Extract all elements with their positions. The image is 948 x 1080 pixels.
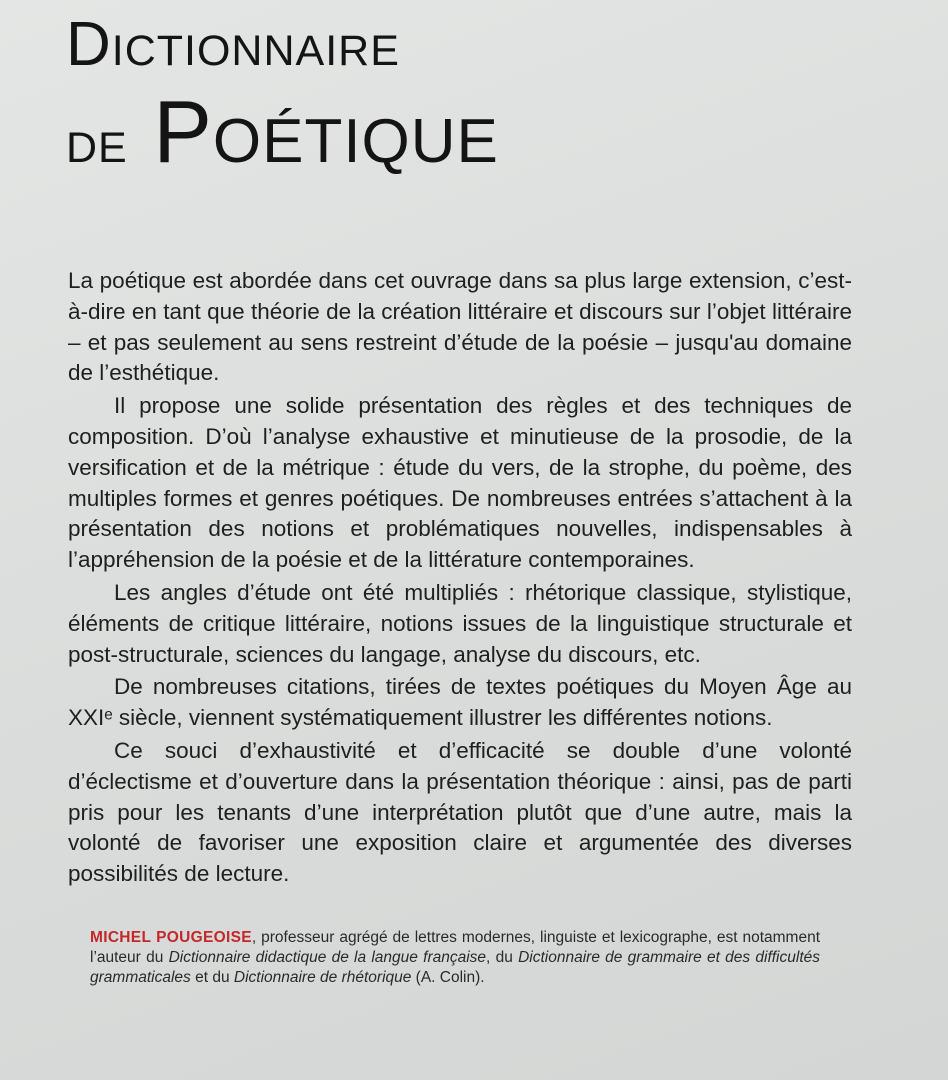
blurb-paragraph-1: La poétique est abordée dans cet ouvrage dans sa plus large extension, c’est-à-dire en tant que théorie de la création littéraire et discours sur l’objet littéraire – et pas seulement au sens restreint d’étude de la poésie – jusqu'au domaine de l’esthétique. [68, 268, 852, 386]
book-title [66, 10, 499, 181]
author-name: MICHEL POUGEOISE [90, 929, 252, 946]
title-line-poetique [66, 82, 499, 181]
blurb-paragraph-3: Les angles d’étude ont été multipliés : rhétorique classique, stylistique, éléments de critique littéraire, notions issues de la linguistique structurale et post-structurale, sciences du langage, analyse du discours, etc. [68, 579, 852, 667]
author-bio-text-2: , du [486, 949, 519, 966]
author-bio-text-1: , professeur agrégé de lettres modernes, linguiste et lexicographe, est notamment l’auteur du [90, 929, 820, 966]
author-book-3: Dictionnaire de rhétorique [233, 969, 412, 986]
title-prefix-de: de [66, 107, 128, 176]
blurb-text [68, 266, 852, 890]
author-bio-text-3: et du [190, 969, 234, 986]
author-book-2: Dictionnaire de grammaire et des difficultés grammaticales [90, 949, 820, 986]
title-word-poetique: Poétique [153, 82, 499, 181]
title-line-dictionnaire: Dictionnaire [66, 10, 400, 79]
author-bio [90, 928, 820, 988]
author-bio-text-4: (A. Colin). [411, 969, 485, 986]
blurb-paragraph-2: Il propose une solide présentation des règles et des techniques de composition. D’où l’analyse exhaustive et minutieuse de la prosodie, de la versification et de la métrique : étude du vers, de la strophe, du poème, des multiples formes et genres poétiques. De nombreuses entrées s’attachent à la présentation des notions et problématiques nouvelles, indispensables à l’appréhension de la poésie et de la littérature contemporaines. [68, 393, 852, 573]
blurb-paragraph-4: De nombreuses citations, tirées de textes poétiques du Moyen Âge au XXIᵉ siècle, viennent systématiquement illustrer les différentes notions. [68, 674, 852, 731]
author-book-1: Dictionnaire didactique de la langue française [168, 949, 487, 966]
blurb-paragraph-5: Ce souci d’exhaustivité et d’efficacité se double d’une volonté d’éclectisme et d’ouverture dans la présentation théorique : ainsi, pas de parti pris pour les tenants d’une interprétation plutôt que d’une autre, mais la volonté de favoriser une exposition claire et argumentée des diverses possibilités de lecture. [68, 737, 852, 887]
